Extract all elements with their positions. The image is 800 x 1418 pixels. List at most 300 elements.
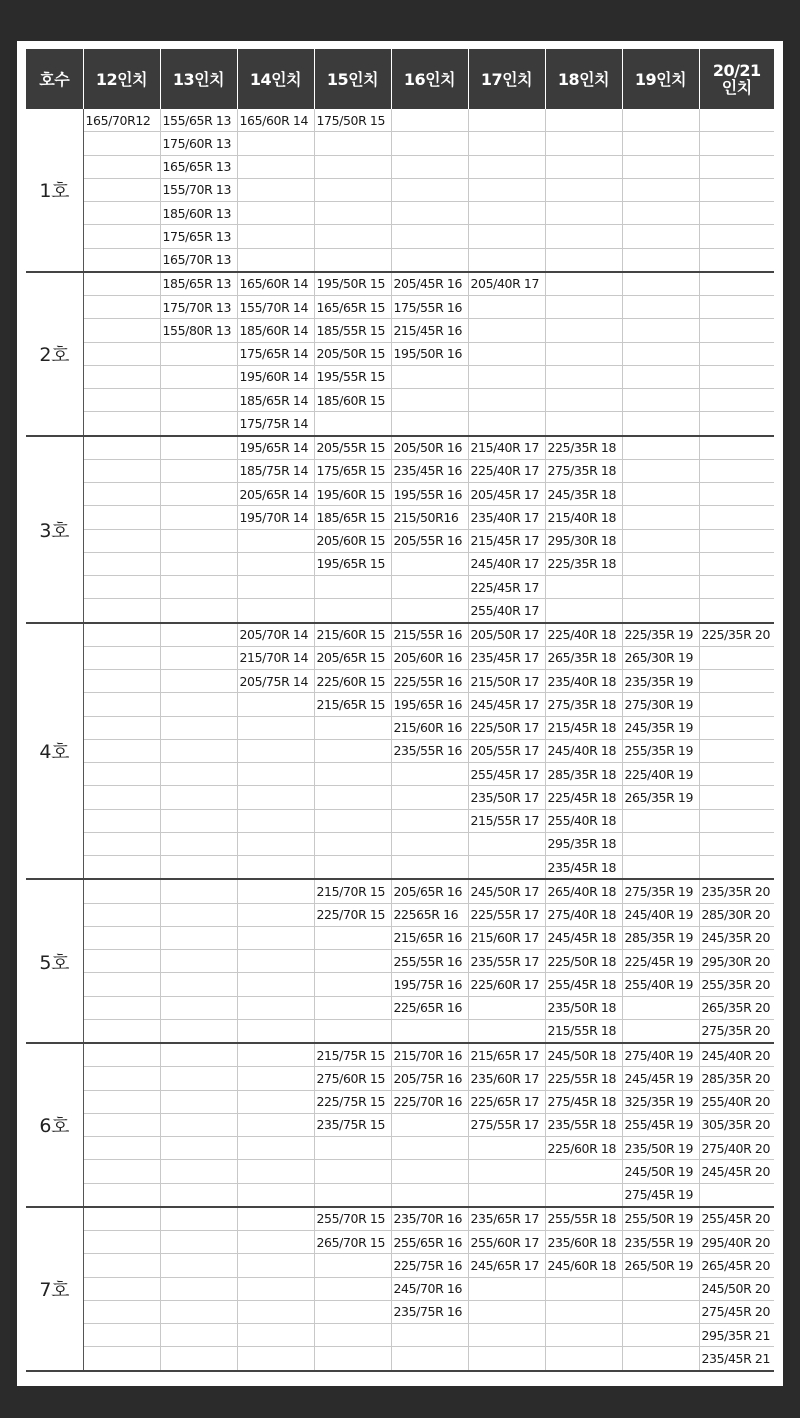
size-cell: 215/40R 18 bbox=[545, 506, 622, 529]
header-label: 16인치 bbox=[403, 69, 456, 89]
size-cell bbox=[83, 1160, 160, 1183]
table-row bbox=[26, 342, 774, 365]
size-cell bbox=[468, 342, 545, 365]
size-cell: 255/70R 15 bbox=[314, 1207, 391, 1231]
size-cell bbox=[83, 319, 160, 342]
size-cell: 245/35R 19 bbox=[622, 716, 699, 739]
size-cell: 205/50R 15 bbox=[314, 342, 391, 365]
table-row bbox=[26, 786, 774, 809]
size-cell bbox=[468, 1019, 545, 1043]
size-cell bbox=[160, 1113, 237, 1136]
size-cell bbox=[83, 903, 160, 926]
size-cell bbox=[468, 1160, 545, 1183]
size-cell: 195/75R 16 bbox=[391, 973, 468, 996]
size-cell bbox=[699, 412, 774, 436]
table-row bbox=[26, 739, 774, 762]
size-cell bbox=[314, 973, 391, 996]
size-cell bbox=[237, 903, 314, 926]
size-cell bbox=[83, 1254, 160, 1277]
size-cell: 245/45R 19 bbox=[622, 1067, 699, 1090]
size-cell: 195/70R 14 bbox=[237, 506, 314, 529]
size-cell bbox=[314, 716, 391, 739]
table-row bbox=[26, 809, 774, 832]
size-cell bbox=[83, 389, 160, 412]
group-label: 7호 bbox=[26, 1207, 83, 1371]
group-label: 3호 bbox=[26, 436, 83, 623]
size-cell bbox=[160, 1277, 237, 1300]
size-cell bbox=[160, 412, 237, 436]
size-cell bbox=[468, 296, 545, 319]
size-cell: 215/65R 16 bbox=[391, 926, 468, 949]
size-cell: 205/65R 15 bbox=[314, 646, 391, 669]
size-cell bbox=[622, 109, 699, 132]
size-cell: 285/30R 20 bbox=[699, 903, 774, 926]
table-body bbox=[26, 109, 774, 1371]
size-cell: 235/55R 17 bbox=[468, 950, 545, 973]
size-cell bbox=[699, 248, 774, 272]
size-cell bbox=[391, 365, 468, 388]
size-cell bbox=[83, 973, 160, 996]
size-cell bbox=[468, 856, 545, 880]
size-cell bbox=[699, 552, 774, 575]
size-cell: 255/60R 17 bbox=[468, 1231, 545, 1254]
size-cell bbox=[237, 763, 314, 786]
size-cell bbox=[83, 599, 160, 623]
size-cell bbox=[391, 1160, 468, 1183]
size-cell bbox=[160, 693, 237, 716]
size-cell bbox=[314, 809, 391, 832]
size-cell bbox=[622, 248, 699, 272]
size-cell bbox=[545, 389, 622, 412]
size-cell bbox=[83, 296, 160, 319]
size-cell bbox=[160, 879, 237, 903]
size-cell bbox=[391, 1113, 468, 1136]
group-label: 1호 bbox=[26, 109, 83, 272]
size-cell bbox=[545, 225, 622, 248]
size-cell bbox=[83, 483, 160, 506]
size-cell bbox=[545, 155, 622, 178]
size-cell bbox=[314, 248, 391, 272]
size-cell bbox=[160, 483, 237, 506]
table-row bbox=[26, 225, 774, 248]
size-cell bbox=[622, 319, 699, 342]
size-cell bbox=[468, 109, 545, 132]
table-row bbox=[26, 389, 774, 412]
size-cell bbox=[314, 155, 391, 178]
size-cell bbox=[314, 178, 391, 201]
size-cell bbox=[160, 1254, 237, 1277]
size-cell bbox=[237, 178, 314, 201]
size-cell bbox=[622, 132, 699, 155]
table-row bbox=[26, 1160, 774, 1183]
size-cell bbox=[314, 599, 391, 623]
size-cell: 225/50R 18 bbox=[545, 950, 622, 973]
size-cell bbox=[83, 1207, 160, 1231]
size-cell: 205/55R 15 bbox=[314, 436, 391, 460]
size-cell: 285/35R 19 bbox=[622, 926, 699, 949]
size-cell bbox=[699, 670, 774, 693]
size-cell: 245/40R 18 bbox=[545, 739, 622, 762]
size-cell: 255/65R 16 bbox=[391, 1231, 468, 1254]
size-cell: 215/65R 15 bbox=[314, 693, 391, 716]
size-cell bbox=[237, 225, 314, 248]
size-cell: 225/70R 16 bbox=[391, 1090, 468, 1113]
size-cell: 195/50R 15 bbox=[314, 272, 391, 296]
size-cell bbox=[160, 809, 237, 832]
size-cell bbox=[699, 319, 774, 342]
size-cell bbox=[622, 832, 699, 855]
table-row bbox=[26, 412, 774, 436]
size-cell bbox=[237, 1183, 314, 1207]
size-cell: 185/65R 14 bbox=[237, 389, 314, 412]
size-cell: 275/40R 20 bbox=[699, 1137, 774, 1160]
size-cell: 185/65R 15 bbox=[314, 506, 391, 529]
table-row bbox=[26, 1347, 774, 1371]
size-cell bbox=[468, 1277, 545, 1300]
size-cell bbox=[83, 248, 160, 272]
size-cell: 245/40R 17 bbox=[468, 552, 545, 575]
size-cell: 245/40R 20 bbox=[699, 1043, 774, 1067]
size-cell bbox=[314, 739, 391, 762]
size-cell bbox=[699, 529, 774, 552]
size-cell bbox=[622, 389, 699, 412]
table-row bbox=[26, 1183, 774, 1207]
size-cell bbox=[314, 576, 391, 599]
size-cell: 165/65R 13 bbox=[160, 155, 237, 178]
size-cell bbox=[160, 646, 237, 669]
size-cell: 185/60R 14 bbox=[237, 319, 314, 342]
size-cell bbox=[83, 1019, 160, 1043]
table-row bbox=[26, 1043, 774, 1067]
size-cell: 225/55R 17 bbox=[468, 903, 545, 926]
size-cell: 275/30R 19 bbox=[622, 693, 699, 716]
size-cell bbox=[83, 693, 160, 716]
size-cell bbox=[237, 739, 314, 762]
size-cell bbox=[83, 1137, 160, 1160]
size-cell bbox=[83, 1300, 160, 1323]
size-cell bbox=[699, 646, 774, 669]
size-cell bbox=[237, 1207, 314, 1231]
size-cell: 205/55R 16 bbox=[391, 529, 468, 552]
size-cell: 235/55R 16 bbox=[391, 739, 468, 762]
size-cell bbox=[83, 436, 160, 460]
size-cell: 225/35R 20 bbox=[699, 623, 774, 647]
size-cell bbox=[468, 202, 545, 225]
size-cell: 225/65R 17 bbox=[468, 1090, 545, 1113]
size-cell bbox=[314, 1019, 391, 1043]
size-cell bbox=[160, 1183, 237, 1207]
group-label: 5호 bbox=[26, 879, 83, 1043]
size-cell bbox=[391, 1137, 468, 1160]
size-cell bbox=[391, 1324, 468, 1347]
size-cell bbox=[160, 1137, 237, 1160]
size-cell: 165/70R12 bbox=[83, 109, 160, 132]
size-cell: 225/55R 16 bbox=[391, 670, 468, 693]
size-cell: 295/35R 18 bbox=[545, 832, 622, 855]
size-cell bbox=[160, 342, 237, 365]
table-row bbox=[26, 1113, 774, 1136]
size-cell: 235/55R 19 bbox=[622, 1231, 699, 1254]
size-cell bbox=[237, 155, 314, 178]
header-label: 18인치 bbox=[557, 69, 610, 89]
size-cell: 215/45R 18 bbox=[545, 716, 622, 739]
size-cell: 325/35R 19 bbox=[622, 1090, 699, 1113]
size-cell bbox=[314, 786, 391, 809]
size-cell bbox=[160, 950, 237, 973]
size-cell: 195/55R 16 bbox=[391, 483, 468, 506]
size-cell bbox=[237, 1277, 314, 1300]
size-cell bbox=[237, 1019, 314, 1043]
size-cell bbox=[699, 693, 774, 716]
size-cell: 245/35R 18 bbox=[545, 483, 622, 506]
size-cell bbox=[314, 763, 391, 786]
size-cell: 235/50R 18 bbox=[545, 996, 622, 1019]
size-cell bbox=[83, 459, 160, 482]
size-cell: 225/40R 18 bbox=[545, 623, 622, 647]
size-cell: 255/55R 16 bbox=[391, 950, 468, 973]
size-cell: 285/35R 18 bbox=[545, 763, 622, 786]
size-cell: 165/65R 15 bbox=[314, 296, 391, 319]
header-row bbox=[26, 49, 774, 109]
size-cell: 225/70R 15 bbox=[314, 903, 391, 926]
size-cell: 215/70R 14 bbox=[237, 646, 314, 669]
size-cell: 235/35R 19 bbox=[622, 670, 699, 693]
header-label: 호수 bbox=[39, 69, 70, 89]
size-cell bbox=[622, 552, 699, 575]
size-cell bbox=[83, 856, 160, 880]
size-cell bbox=[314, 132, 391, 155]
size-cell bbox=[83, 809, 160, 832]
size-cell bbox=[83, 739, 160, 762]
size-cell: 175/65R 14 bbox=[237, 342, 314, 365]
size-cell bbox=[699, 225, 774, 248]
size-cell: 235/60R 17 bbox=[468, 1067, 545, 1090]
size-cell bbox=[622, 856, 699, 880]
size-cell: 235/50R 17 bbox=[468, 786, 545, 809]
size-cell bbox=[237, 1324, 314, 1347]
size-cell bbox=[391, 248, 468, 272]
size-cell bbox=[622, 506, 699, 529]
size-cell bbox=[237, 1137, 314, 1160]
size-cell: 305/35R 20 bbox=[699, 1113, 774, 1136]
size-cell: 225/45R 19 bbox=[622, 950, 699, 973]
size-cell bbox=[391, 552, 468, 575]
size-cell bbox=[83, 506, 160, 529]
size-cell bbox=[622, 178, 699, 201]
size-cell bbox=[237, 786, 314, 809]
size-cell bbox=[237, 576, 314, 599]
size-cell bbox=[314, 1324, 391, 1347]
size-cell: 245/50R 20 bbox=[699, 1277, 774, 1300]
header-size-col-8 bbox=[622, 49, 699, 109]
table-row bbox=[26, 879, 774, 903]
size-cell bbox=[545, 1300, 622, 1323]
size-cell: 205/65R 14 bbox=[237, 483, 314, 506]
size-cell bbox=[160, 903, 237, 926]
size-cell: 235/55R 18 bbox=[545, 1113, 622, 1136]
size-cell bbox=[699, 296, 774, 319]
size-cell bbox=[237, 599, 314, 623]
size-cell bbox=[160, 623, 237, 647]
size-cell: 225/35R 19 bbox=[622, 623, 699, 647]
size-cell bbox=[160, 786, 237, 809]
size-cell bbox=[699, 599, 774, 623]
size-cell bbox=[468, 1183, 545, 1207]
size-cell: 255/50R 19 bbox=[622, 1207, 699, 1231]
table-row bbox=[26, 1254, 774, 1277]
size-cell: 215/70R 15 bbox=[314, 879, 391, 903]
size-cell bbox=[160, 459, 237, 482]
table-row bbox=[26, 132, 774, 155]
tire-size-sheet bbox=[17, 41, 783, 1386]
size-cell: 155/70R 14 bbox=[237, 296, 314, 319]
table-row bbox=[26, 973, 774, 996]
size-cell: 255/45R 17 bbox=[468, 763, 545, 786]
size-cell bbox=[699, 809, 774, 832]
size-cell: 225/35R 18 bbox=[545, 436, 622, 460]
size-cell: 225/60R 18 bbox=[545, 1137, 622, 1160]
size-cell bbox=[545, 109, 622, 132]
size-cell: 225/60R 15 bbox=[314, 670, 391, 693]
size-cell: 205/60R 15 bbox=[314, 529, 391, 552]
size-cell bbox=[391, 576, 468, 599]
table-row bbox=[26, 1277, 774, 1300]
size-cell bbox=[83, 623, 160, 647]
size-cell bbox=[83, 272, 160, 296]
size-cell bbox=[314, 832, 391, 855]
size-cell: 205/70R 14 bbox=[237, 623, 314, 647]
size-cell bbox=[83, 342, 160, 365]
table-row bbox=[26, 1090, 774, 1113]
size-cell: 245/50R 17 bbox=[468, 879, 545, 903]
size-cell: 275/45R 18 bbox=[545, 1090, 622, 1113]
size-cell: 295/30R 20 bbox=[699, 950, 774, 973]
size-cell bbox=[699, 202, 774, 225]
table-row bbox=[26, 1231, 774, 1254]
size-cell: 215/60R 15 bbox=[314, 623, 391, 647]
size-cell bbox=[314, 996, 391, 1019]
size-cell bbox=[160, 856, 237, 880]
size-cell: 255/45R 20 bbox=[699, 1207, 774, 1231]
size-cell: 185/60R 13 bbox=[160, 202, 237, 225]
size-cell bbox=[699, 716, 774, 739]
size-cell bbox=[160, 670, 237, 693]
size-cell bbox=[237, 248, 314, 272]
size-cell bbox=[699, 856, 774, 880]
header-size-col-6 bbox=[468, 49, 545, 109]
size-cell bbox=[160, 1067, 237, 1090]
size-cell: 165/70R 13 bbox=[160, 248, 237, 272]
size-cell bbox=[468, 1300, 545, 1323]
size-cell bbox=[160, 926, 237, 949]
size-cell: 255/45R 19 bbox=[622, 1113, 699, 1136]
size-cell: 215/45R 16 bbox=[391, 319, 468, 342]
size-cell bbox=[468, 996, 545, 1019]
size-cell: 235/50R 19 bbox=[622, 1137, 699, 1160]
size-cell bbox=[83, 716, 160, 739]
header-size-col-7 bbox=[545, 49, 622, 109]
size-cell: 215/45R 17 bbox=[468, 529, 545, 552]
size-cell bbox=[160, 365, 237, 388]
size-cell bbox=[83, 832, 160, 855]
size-cell bbox=[83, 1090, 160, 1113]
size-cell bbox=[699, 459, 774, 482]
size-cell bbox=[237, 856, 314, 880]
size-cell bbox=[699, 832, 774, 855]
size-cell bbox=[237, 1067, 314, 1090]
size-cell: 265/45R 20 bbox=[699, 1254, 774, 1277]
size-cell: 215/50R 17 bbox=[468, 670, 545, 693]
header-group-number bbox=[26, 49, 83, 109]
size-cell bbox=[160, 599, 237, 623]
size-cell bbox=[699, 155, 774, 178]
size-cell bbox=[237, 529, 314, 552]
size-cell: 205/60R 16 bbox=[391, 646, 468, 669]
size-cell bbox=[545, 132, 622, 155]
table-row bbox=[26, 319, 774, 342]
header-label: 13인치 bbox=[172, 69, 225, 89]
size-cell bbox=[468, 248, 545, 272]
size-cell: 225/75R 16 bbox=[391, 1254, 468, 1277]
size-cell bbox=[83, 996, 160, 1019]
size-cell bbox=[237, 1090, 314, 1113]
size-cell: 235/45R 21 bbox=[699, 1347, 774, 1371]
size-cell: 245/50R 18 bbox=[545, 1043, 622, 1067]
size-cell: 255/40R 17 bbox=[468, 599, 545, 623]
size-cell: 255/35R 20 bbox=[699, 973, 774, 996]
size-cell: 225/65R 16 bbox=[391, 996, 468, 1019]
size-cell: 195/60R 15 bbox=[314, 483, 391, 506]
size-cell bbox=[160, 1231, 237, 1254]
table-row bbox=[26, 670, 774, 693]
size-cell bbox=[622, 342, 699, 365]
size-cell: 275/60R 15 bbox=[314, 1067, 391, 1090]
size-cell: 175/60R 13 bbox=[160, 132, 237, 155]
size-cell: 235/45R 16 bbox=[391, 459, 468, 482]
size-cell: 215/60R 16 bbox=[391, 716, 468, 739]
size-cell bbox=[83, 670, 160, 693]
size-cell bbox=[545, 342, 622, 365]
table-row bbox=[26, 506, 774, 529]
size-cell: 225/75R 15 bbox=[314, 1090, 391, 1113]
size-cell bbox=[83, 365, 160, 388]
size-cell bbox=[237, 950, 314, 973]
group-label: 6호 bbox=[26, 1043, 83, 1207]
size-cell: 175/75R 14 bbox=[237, 412, 314, 436]
size-cell bbox=[237, 996, 314, 1019]
size-cell bbox=[622, 529, 699, 552]
size-cell bbox=[83, 1347, 160, 1371]
size-cell: 235/75R 16 bbox=[391, 1300, 468, 1323]
size-cell bbox=[622, 155, 699, 178]
size-cell: 265/70R 15 bbox=[314, 1231, 391, 1254]
size-cell bbox=[160, 1043, 237, 1067]
size-cell bbox=[160, 529, 237, 552]
size-cell bbox=[314, 1300, 391, 1323]
size-cell bbox=[391, 1019, 468, 1043]
size-cell bbox=[391, 132, 468, 155]
size-cell: 215/60R 17 bbox=[468, 926, 545, 949]
size-cell bbox=[237, 1231, 314, 1254]
size-cell: 235/75R 15 bbox=[314, 1113, 391, 1136]
size-cell bbox=[83, 1043, 160, 1067]
size-cell bbox=[237, 202, 314, 225]
size-cell bbox=[83, 576, 160, 599]
size-cell bbox=[314, 412, 391, 436]
size-cell bbox=[83, 529, 160, 552]
size-cell bbox=[237, 926, 314, 949]
group-label: 4호 bbox=[26, 623, 83, 880]
